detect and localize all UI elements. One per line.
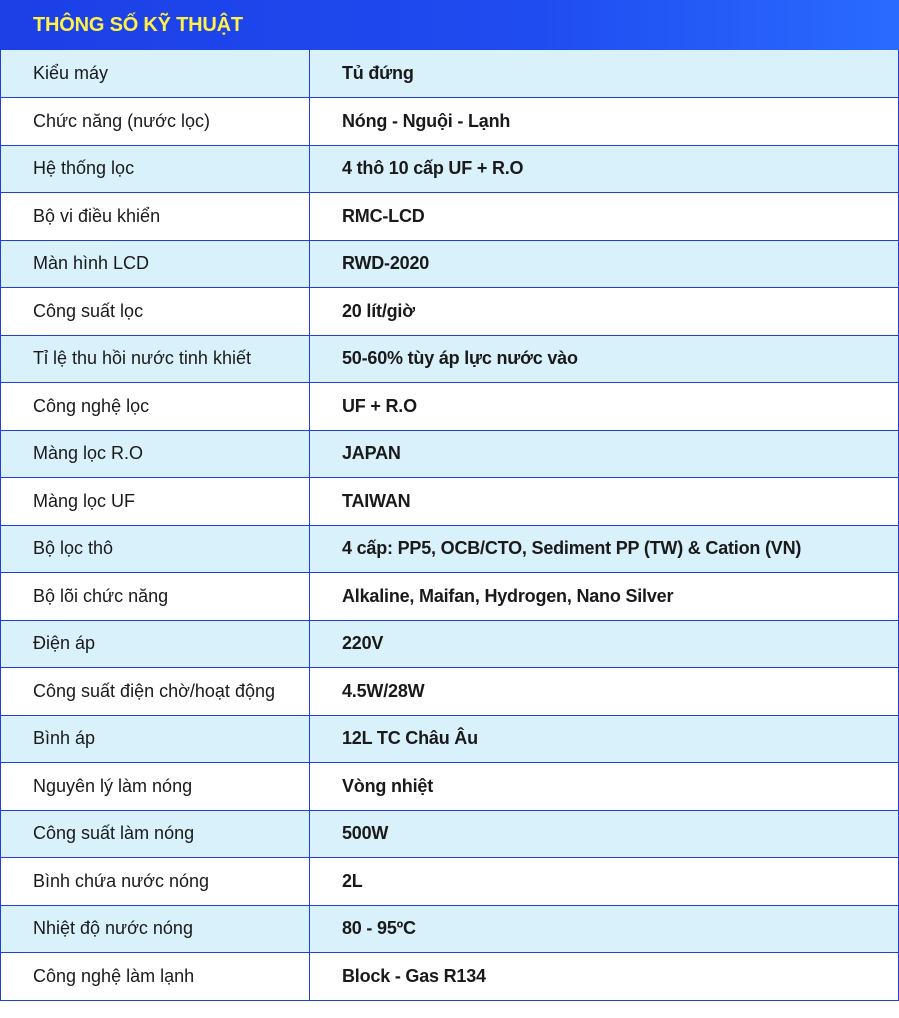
- spec-row: [1, 288, 899, 336]
- spec-row: [1, 668, 899, 716]
- spec-label: Kiểu máy: [1, 50, 310, 98]
- spec-row: [1, 193, 899, 241]
- spec-value: 50-60% tùy áp lực nước vào: [310, 335, 899, 383]
- spec-value: 500W: [310, 810, 899, 858]
- spec-value: Vòng nhiệt: [310, 763, 899, 811]
- spec-label: Công suất điện chờ/hoạt động: [1, 668, 310, 716]
- spec-value: Nóng - Nguội - Lạnh: [310, 98, 899, 146]
- spec-row: [1, 763, 899, 811]
- spec-label: Điện áp: [1, 620, 310, 668]
- spec-header: [0, 0, 899, 50]
- spec-row: [1, 715, 899, 763]
- spec-value: TAIWAN: [310, 478, 899, 526]
- spec-label: Nguyên lý làm nóng: [1, 763, 310, 811]
- spec-row: [1, 620, 899, 668]
- spec-label: Công nghệ lọc: [1, 383, 310, 431]
- spec-value: 12L TC Châu Âu: [310, 715, 899, 763]
- spec-title: THÔNG SỐ KỸ THUẬT: [33, 13, 243, 36]
- spec-row: [1, 240, 899, 288]
- spec-row: [1, 50, 899, 98]
- spec-row: [1, 478, 899, 526]
- spec-table-body: [1, 50, 899, 1000]
- spec-value: Block - Gas R134: [310, 953, 899, 1001]
- spec-row: [1, 383, 899, 431]
- spec-value: 4 thô 10 cấp UF + R.O: [310, 145, 899, 193]
- spec-value: Alkaline, Maifan, Hydrogen, Nano Silver: [310, 573, 899, 621]
- spec-label: Bộ vi điều khiển: [1, 193, 310, 241]
- spec-label: Công nghệ làm lạnh: [1, 953, 310, 1001]
- spec-table: [0, 50, 899, 1001]
- spec-value: RMC-LCD: [310, 193, 899, 241]
- spec-row: [1, 810, 899, 858]
- spec-value: 4 cấp: PP5, OCB/CTO, Sediment PP (TW) & Cation (VN): [310, 525, 899, 573]
- spec-label: Bình áp: [1, 715, 310, 763]
- spec-value: JAPAN: [310, 430, 899, 478]
- spec-label: Tỉ lệ thu hồi nước tinh khiết: [1, 335, 310, 383]
- spec-label: Công suất lọc: [1, 288, 310, 336]
- spec-value: Tủ đứng: [310, 50, 899, 98]
- spec-value: 4.5W/28W: [310, 668, 899, 716]
- spec-label: Hệ thống lọc: [1, 145, 310, 193]
- spec-value: 220V: [310, 620, 899, 668]
- spec-value: 80 - 95ºC: [310, 905, 899, 953]
- spec-label: Công suất làm nóng: [1, 810, 310, 858]
- spec-row: [1, 953, 899, 1001]
- spec-value: RWD-2020: [310, 240, 899, 288]
- spec-label: Màng lọc UF: [1, 478, 310, 526]
- spec-row: [1, 573, 899, 621]
- spec-label: Chức năng (nước lọc): [1, 98, 310, 146]
- spec-value: 20 lít/giờ: [310, 288, 899, 336]
- spec-value: UF + R.O: [310, 383, 899, 431]
- spec-row: [1, 905, 899, 953]
- spec-label: Màng lọc R.O: [1, 430, 310, 478]
- spec-label: Bộ lọc thô: [1, 525, 310, 573]
- spec-row: [1, 98, 899, 146]
- spec-label: Nhiệt độ nước nóng: [1, 905, 310, 953]
- spec-label: Màn hình LCD: [1, 240, 310, 288]
- spec-label: Bình chứa nước nóng: [1, 858, 310, 906]
- spec-row: [1, 335, 899, 383]
- spec-label: Bộ lõi chức năng: [1, 573, 310, 621]
- spec-row: [1, 145, 899, 193]
- spec-row: [1, 430, 899, 478]
- spec-row: [1, 525, 899, 573]
- spec-value: 2L: [310, 858, 899, 906]
- spec-row: [1, 858, 899, 906]
